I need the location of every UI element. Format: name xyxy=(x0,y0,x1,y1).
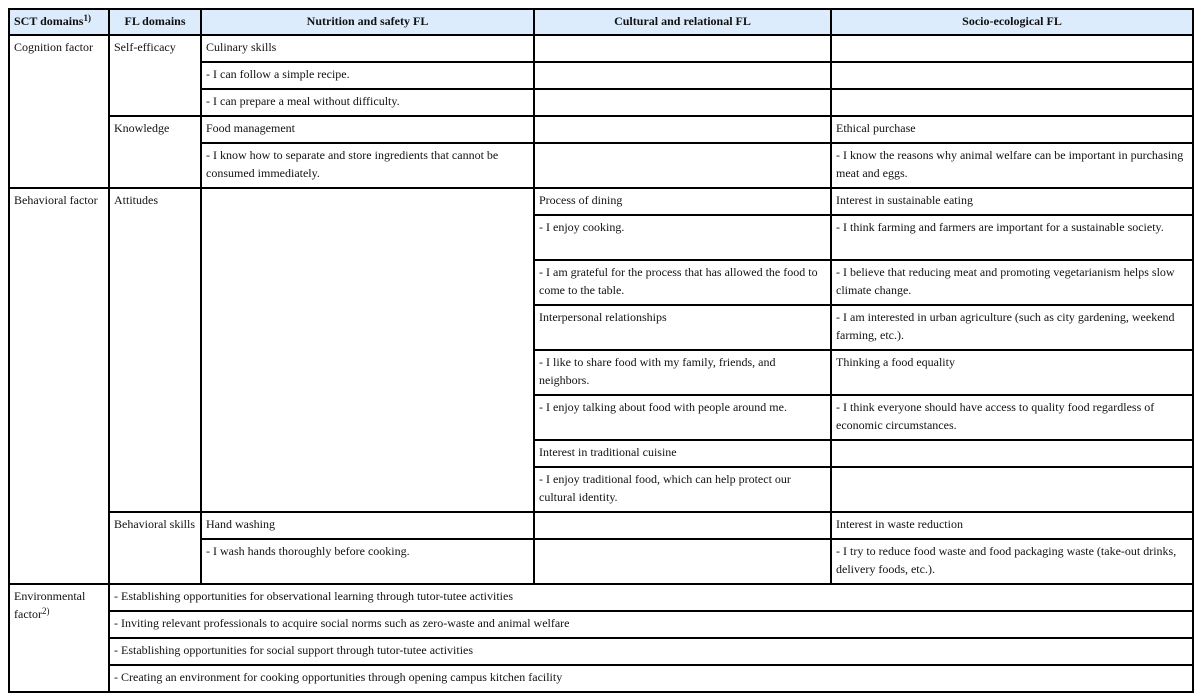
fl-behavioral-skills: Behavioral skills xyxy=(109,512,201,584)
table-row xyxy=(9,611,1193,638)
cell-cultural: - I like to share food with my family, friends, and neighbors. xyxy=(534,350,831,395)
header-cultural: Cultural and relational FL xyxy=(534,9,831,35)
cell-cultural xyxy=(534,143,831,188)
cell-socio: - I think farming and farmers are important for a sustainable society. xyxy=(831,215,1193,260)
cell-socio: - I believe that reducing meat and promoting vegetarianism helps slow climate change. xyxy=(831,260,1193,305)
cell-cultural: Interpersonal relationships xyxy=(534,305,831,350)
cell-socio: Ethical purchase xyxy=(831,116,1193,143)
cell-socio: Interest in sustainable eating xyxy=(831,188,1193,215)
table-row xyxy=(9,116,1193,143)
cell-socio: Thinking a food equality xyxy=(831,350,1193,395)
sct-behavioral-factor: Behavioral factor xyxy=(9,188,109,584)
fl-domains-table xyxy=(8,8,1194,693)
cell-socio: - I try to reduce food waste and food packaging waste (take-out drinks, delivery foods, etc.). xyxy=(831,539,1193,584)
cell-cultural xyxy=(534,512,831,539)
environmental-item: - Establishing opportunities for observational learning through tutor-tutee activities xyxy=(109,584,1193,611)
cell-socio xyxy=(831,467,1193,512)
table-row xyxy=(9,512,1193,539)
header-sct-label: SCT domains xyxy=(14,14,84,28)
header-row xyxy=(9,9,1193,35)
cell-nutrition: Culinary skills xyxy=(201,35,534,62)
header-nutrition: Nutrition and safety FL xyxy=(201,9,534,35)
cell-nutrition-empty xyxy=(201,188,534,512)
cell-socio: Interest in waste reduction xyxy=(831,512,1193,539)
cell-nutrition: - I can prepare a meal without difficulty. xyxy=(201,89,534,116)
cell-cultural xyxy=(534,116,831,143)
cell-socio xyxy=(831,440,1193,467)
sct-cognition-factor: Cognition factor xyxy=(9,35,109,188)
environmental-item: - Inviting relevant professionals to acquire social norms such as zero-waste and animal welfare xyxy=(109,611,1193,638)
cell-nutrition: - I can follow a simple recipe. xyxy=(201,62,534,89)
footnote-2: 2) xyxy=(41,606,50,616)
fl-attitudes: Attitudes xyxy=(109,188,201,512)
cell-nutrition: - I know how to separate and store ingredients that cannot be consumed immediately. xyxy=(201,143,534,188)
table-row xyxy=(9,188,1193,215)
cell-nutrition: - I wash hands thoroughly before cooking. xyxy=(201,539,534,584)
header-fl-domains: FL domains xyxy=(109,9,201,35)
cell-cultural xyxy=(534,539,831,584)
fl-knowledge: Knowledge xyxy=(109,116,201,188)
environmental-label: Environmental factor xyxy=(14,589,86,621)
fl-self-efficacy: Self-efficacy xyxy=(109,35,201,116)
cell-socio: - I know the reasons why animal welfare can be important in purchasing meat and eggs. xyxy=(831,143,1193,188)
cell-socio xyxy=(831,35,1193,62)
table-row xyxy=(9,584,1193,611)
cell-nutrition: Hand washing xyxy=(201,512,534,539)
cell-socio xyxy=(831,62,1193,89)
header-socio: Socio-ecological FL xyxy=(831,9,1193,35)
cell-cultural xyxy=(534,89,831,116)
environmental-item: - Creating an environment for cooking opportunities through opening campus kitchen facility xyxy=(109,665,1193,692)
cell-cultural: Process of dining xyxy=(534,188,831,215)
table-row xyxy=(9,665,1193,692)
environmental-item: - Establishing opportunities for social support through tutor-tutee activities xyxy=(109,638,1193,665)
cell-cultural: - I enjoy cooking. xyxy=(534,215,831,260)
cell-socio: - I am interested in urban agriculture (such as city gardening, weekend farming, etc.). xyxy=(831,305,1193,350)
cell-cultural xyxy=(534,62,831,89)
cell-cultural: - I enjoy traditional food, which can help protect our cultural identity. xyxy=(534,467,831,512)
sct-environmental-factor xyxy=(9,584,109,692)
cell-cultural xyxy=(534,35,831,62)
cell-cultural: Interest in traditional cuisine xyxy=(534,440,831,467)
cell-socio: - I think everyone should have access to quality food regardless of economic circumstances. xyxy=(831,395,1193,440)
cell-cultural: - I am grateful for the process that has allowed the food to come to the table. xyxy=(534,260,831,305)
header-sct-domains xyxy=(9,9,109,35)
cell-socio xyxy=(831,89,1193,116)
cell-cultural: - I enjoy talking about food with people around me. xyxy=(534,395,831,440)
table-row xyxy=(9,35,1193,62)
cell-nutrition: Food management xyxy=(201,116,534,143)
footnote-1: 1) xyxy=(83,13,91,23)
table-row xyxy=(9,638,1193,665)
